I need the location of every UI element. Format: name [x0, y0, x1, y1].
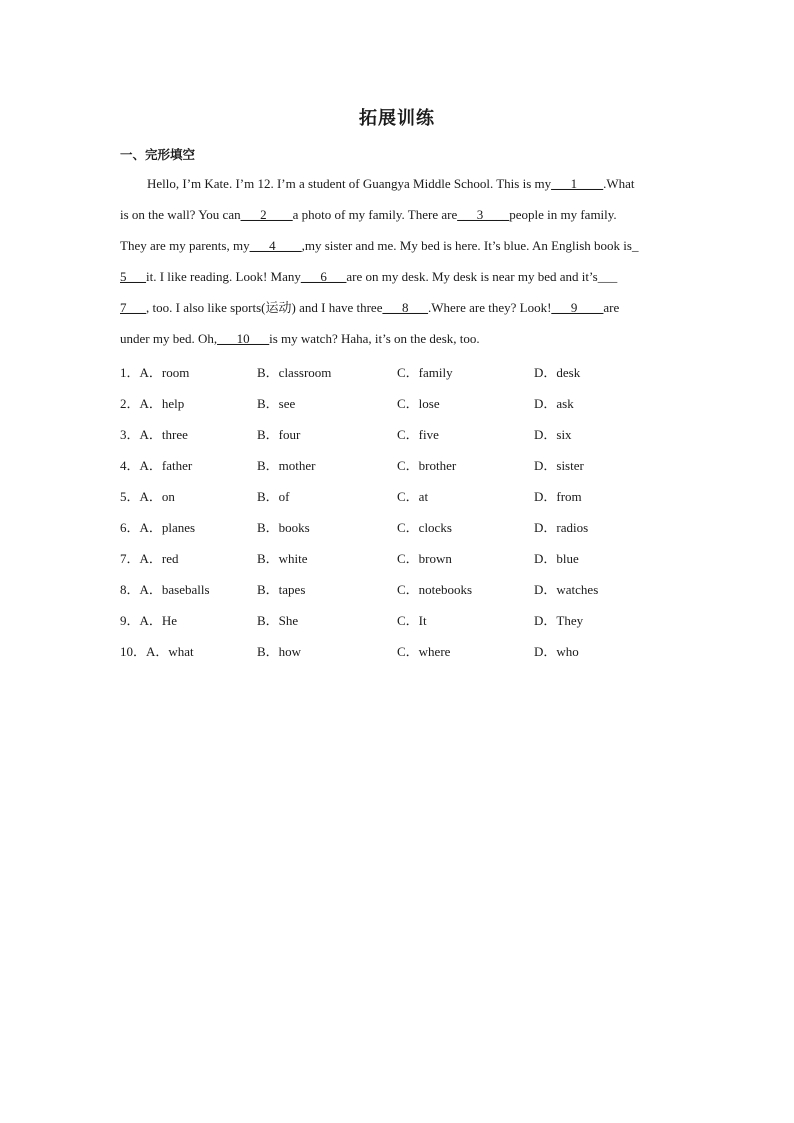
option-text: A．what	[146, 644, 194, 659]
question-option-c: C．brown	[397, 551, 452, 566]
question-option-c: C．brother	[397, 458, 457, 473]
page-title: 拓展训练	[359, 108, 435, 129]
question-9	[120, 605, 680, 636]
cloze-passage	[120, 168, 680, 354]
question-option-b: B．tapes	[257, 582, 306, 597]
question-option-d: D．They	[534, 613, 584, 628]
question-option-d: D．sister	[534, 458, 584, 473]
question-option-b: B．classroom	[257, 365, 332, 380]
question-7	[120, 543, 680, 574]
question-option-b: B．She	[257, 613, 299, 628]
section-heading: 一、完形填空	[120, 147, 196, 162]
option-text: A．room	[139, 365, 190, 380]
passage-line-2	[120, 199, 680, 230]
passage-text: ___	[597, 269, 618, 284]
passage-text: .Where are they? Look!	[427, 300, 552, 315]
question-8	[120, 574, 680, 605]
question-6	[120, 512, 680, 543]
question-option-d: D．radios	[534, 520, 589, 535]
passage-text: .What	[603, 176, 635, 191]
passage-text: under my bed. Oh,	[120, 331, 218, 346]
blank-8: ___8___	[382, 300, 428, 315]
passage-line-4	[120, 261, 680, 292]
question-option-c: C．lose	[397, 396, 440, 411]
question-number: 5．	[120, 489, 140, 504]
question-4	[120, 450, 680, 481]
passage-text: They are my parents, my	[120, 238, 250, 253]
question-option-d: D．from	[534, 489, 582, 504]
question-option-a	[120, 512, 195, 543]
passage-text: a photo of my family. There are	[292, 207, 458, 222]
question-option-c: C．at	[397, 489, 429, 504]
blank-5: 5___	[120, 269, 146, 284]
question-option-b: B．mother	[257, 458, 316, 473]
question-1	[120, 357, 680, 388]
question-number: 3．	[120, 427, 140, 442]
passage-line-1	[120, 168, 680, 199]
question-option-c: C．It	[397, 613, 427, 628]
passage-line-6	[120, 323, 680, 354]
question-number: 7．	[120, 551, 140, 566]
blank-4: ___4____	[249, 238, 302, 253]
option-text: A．planes	[139, 520, 196, 535]
blank-3: ___3____	[457, 207, 510, 222]
question-option-c: C．where	[397, 644, 451, 659]
question-option-a	[120, 357, 189, 388]
passage-text: _	[631, 238, 639, 253]
question-number: 4．	[120, 458, 140, 473]
question-option-a	[120, 481, 175, 512]
passage-text: are on my desk. My desk is near my bed and it’s	[346, 269, 598, 284]
question-number: 9．	[120, 613, 140, 628]
question-option-a	[120, 543, 179, 574]
question-option-d: D．six	[534, 427, 572, 442]
question-option-c: C．family	[397, 365, 453, 380]
question-option-d: D．watches	[534, 582, 599, 597]
option-text: A．red	[139, 551, 179, 566]
blank-10: ___10___	[217, 331, 270, 346]
passage-text: it. I like reading. Look! Many	[146, 269, 301, 284]
question-option-a	[120, 605, 177, 636]
question-number: 8．	[120, 582, 140, 597]
question-number: 10．	[120, 644, 147, 659]
passage-text: , too. I also like sports(运动) and I have three	[146, 300, 383, 315]
question-2	[120, 388, 680, 419]
passage-text: ,my sister and me. My bed is here. It’s blue. An English book is	[301, 238, 632, 253]
question-option-a	[120, 636, 194, 667]
question-3	[120, 419, 680, 450]
passage-text: is my watch? Haha, it’s on the desk, too.	[269, 331, 480, 346]
blank-6: ___6___	[300, 269, 347, 284]
question-option-d: D．ask	[534, 396, 574, 411]
blank-9: ___9____	[551, 300, 604, 315]
passage-text: people in my family.	[509, 207, 617, 222]
question-option-b: B．white	[257, 551, 308, 566]
passage-line-3	[120, 230, 680, 261]
question-option-b: B．see	[257, 396, 296, 411]
blank-7: 7___	[120, 300, 146, 315]
question-5	[120, 481, 680, 512]
question-10	[120, 636, 680, 667]
question-option-a	[120, 419, 188, 450]
question-option-b: B．how	[257, 644, 302, 659]
question-option-c: C．notebooks	[397, 582, 473, 597]
question-option-b: B．books	[257, 520, 310, 535]
question-option-b: B．of	[257, 489, 290, 504]
passage-text: are	[603, 300, 620, 315]
question-option-d: D．who	[534, 644, 579, 659]
option-text: A．baseballs	[139, 582, 210, 597]
question-number: 2．	[120, 396, 140, 411]
option-text: A．father	[139, 458, 193, 473]
option-text: A．help	[139, 396, 185, 411]
question-option-a	[120, 388, 184, 419]
question-option-d: D．blue	[534, 551, 579, 566]
question-option-b: B．four	[257, 427, 301, 442]
option-text: A．He	[139, 613, 178, 628]
question-option-c: C．clocks	[397, 520, 452, 535]
passage-text: Hello, I’m Kate. I’m 12. I’m a student of Guangya Middle School. This is my	[147, 176, 552, 191]
blank-1: ___1____	[551, 176, 604, 191]
question-option-a	[120, 574, 210, 605]
question-option-c: C．five	[397, 427, 439, 442]
question-option-a	[120, 450, 192, 481]
passage-line-5	[120, 292, 680, 323]
question-option-d: D．desk	[534, 365, 581, 380]
passage-text: is on the wall? You can	[120, 207, 241, 222]
question-number: 1．	[120, 365, 140, 380]
option-text: A．three	[139, 427, 188, 442]
question-number: 6．	[120, 520, 140, 535]
blank-2: ___2____	[240, 207, 293, 222]
option-text: A．on	[139, 489, 175, 504]
